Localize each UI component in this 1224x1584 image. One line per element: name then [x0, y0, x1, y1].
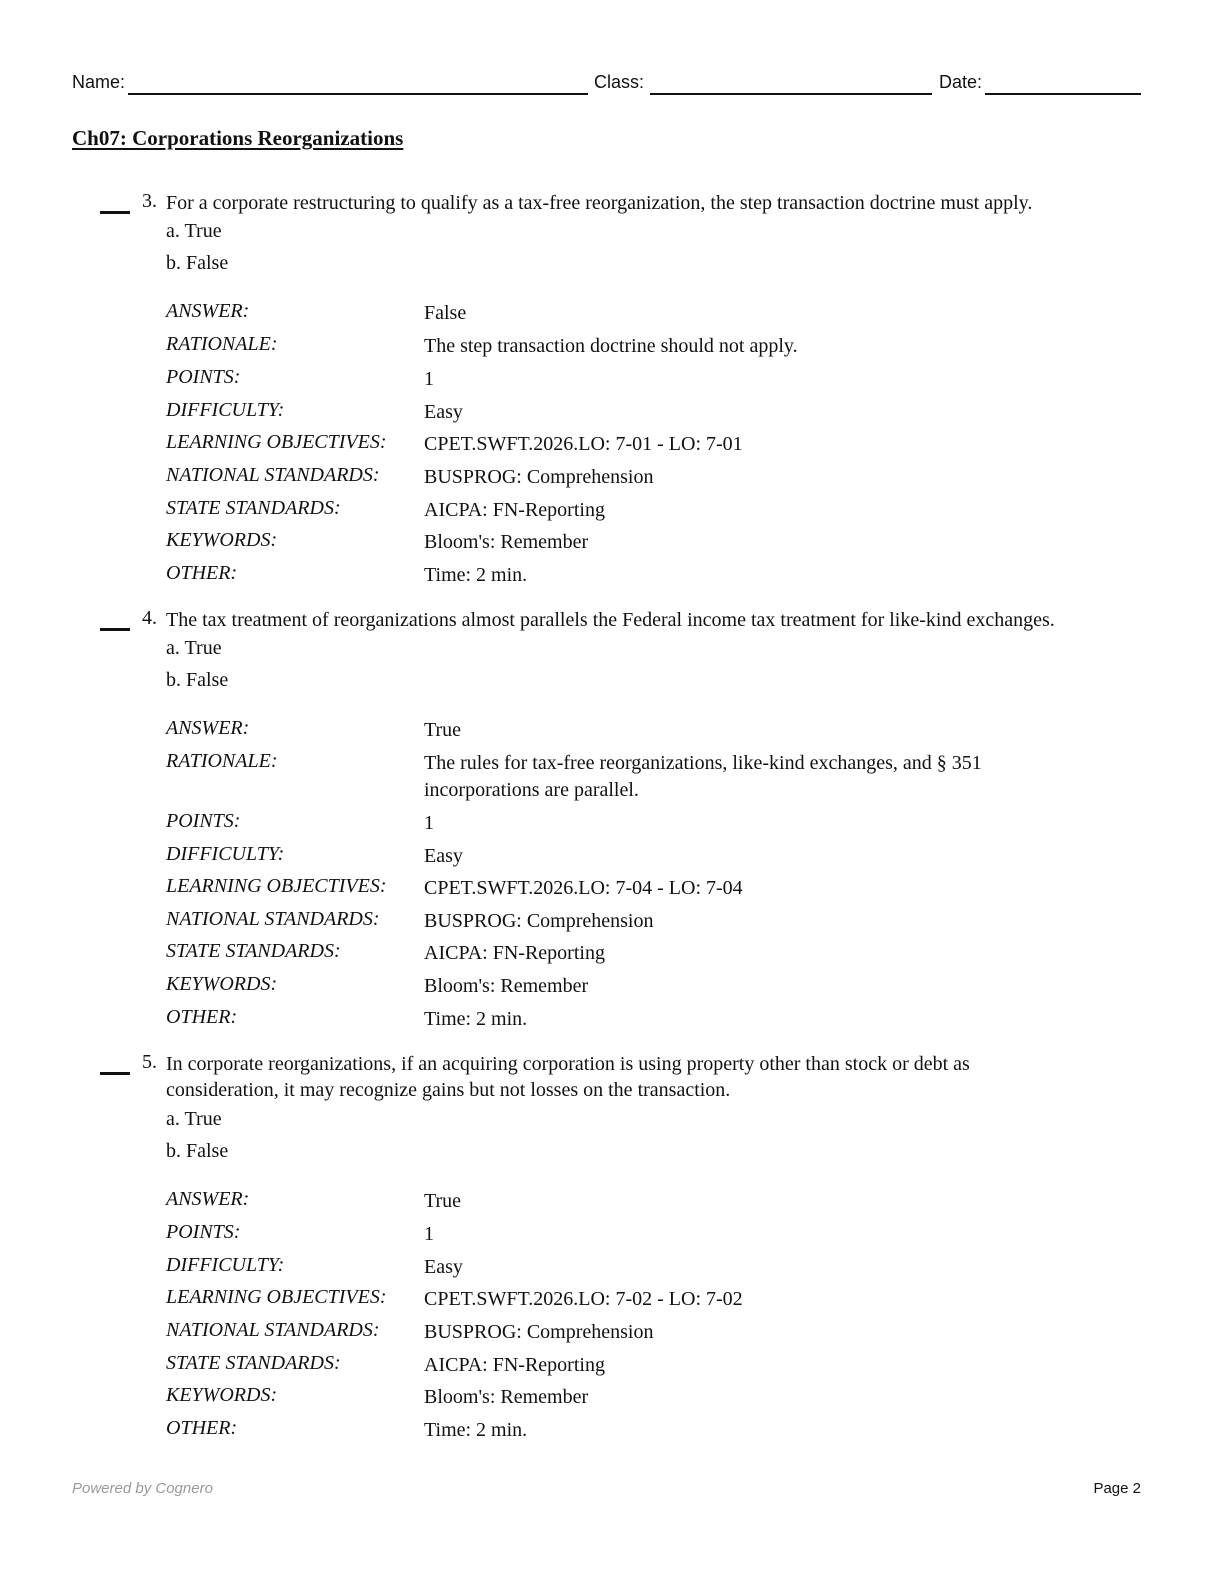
meta-label: NATIONAL STANDARDS:	[166, 464, 380, 486]
answer-blank	[100, 211, 130, 214]
meta-value: Time: 2 min.	[424, 564, 528, 586]
date-blank-line	[985, 93, 1141, 95]
meta-value: Bloom's: Remember	[424, 975, 589, 997]
meta-label: NATIONAL STANDARDS:	[166, 908, 380, 930]
meta-value: BUSPROG: Comprehension	[424, 910, 654, 932]
meta-value: Time: 2 min.	[424, 1419, 528, 1441]
meta-label: DIFFICULTY:	[166, 843, 285, 865]
meta-value: BUSPROG: Comprehension	[424, 466, 654, 488]
option-true: a. True	[166, 637, 222, 659]
meta-label: KEYWORDS:	[166, 1384, 278, 1406]
option-false: b. False	[166, 1140, 229, 1162]
option-false: b. False	[166, 252, 229, 274]
meta-value: BUSPROG: Comprehension	[424, 1321, 654, 1343]
meta-label: ANSWER:	[166, 1188, 250, 1210]
meta-label: POINTS:	[166, 366, 241, 388]
meta-value: The step transaction doctrine should not apply.	[424, 335, 798, 357]
meta-label: LEARNING OBJECTIVES:	[166, 875, 387, 897]
option-false: b. False	[166, 669, 229, 691]
meta-value: Bloom's: Remember	[424, 531, 589, 553]
meta-label: LEARNING OBJECTIVES:	[166, 1286, 387, 1308]
question-number: 3.	[142, 190, 157, 212]
meta-value: False	[424, 302, 467, 324]
meta-label: KEYWORDS:	[166, 529, 278, 551]
meta-label: RATIONALE:	[166, 333, 278, 355]
meta-label: DIFFICULTY:	[166, 399, 285, 421]
meta-label: POINTS:	[166, 810, 241, 832]
answer-blank	[100, 1072, 130, 1075]
question-number: 5.	[142, 1051, 157, 1073]
meta-label: ANSWER:	[166, 717, 250, 739]
option-true: a. True	[166, 220, 222, 242]
meta-value: CPET.SWFT.2026.LO: 7-04 - LO: 7-04	[424, 877, 743, 899]
meta-label: STATE STANDARDS:	[166, 497, 341, 519]
meta-value: CPET.SWFT.2026.LO: 7-01 - LO: 7-01	[424, 433, 743, 455]
question-number: 4.	[142, 607, 157, 629]
meta-value: 1	[424, 812, 434, 834]
class-label: Class:	[594, 72, 645, 92]
meta-label: OTHER:	[166, 562, 238, 584]
meta-label: ANSWER:	[166, 300, 250, 322]
meta-value: 1	[424, 1223, 434, 1245]
page-number: Page 2	[1093, 1480, 1141, 1497]
meta-value: Easy	[424, 845, 463, 867]
meta-value: Easy	[424, 401, 463, 423]
name-label: Name:	[72, 72, 126, 92]
option-true: a. True	[166, 1108, 222, 1130]
date-label: Date:	[939, 72, 983, 92]
chapter-title: Ch07: Corporations Reorganizations	[72, 126, 404, 150]
question-text: In corporate reorganizations, if an acquiring corporation is using property other than stock or debt as consideration, it may recognize gains but not losses on the transaction.	[166, 1053, 970, 1101]
meta-label: STATE STANDARDS:	[166, 940, 341, 962]
meta-value: CPET.SWFT.2026.LO: 7-02 - LO: 7-02	[424, 1288, 743, 1310]
meta-value: Bloom's: Remember	[424, 1386, 589, 1408]
meta-value: True	[424, 719, 462, 741]
meta-label: OTHER:	[166, 1417, 238, 1439]
meta-label: KEYWORDS:	[166, 973, 278, 995]
meta-label: LEARNING OBJECTIVES:	[166, 431, 387, 453]
meta-value: Time: 2 min.	[424, 1008, 528, 1030]
meta-value: Easy	[424, 1256, 463, 1278]
meta-value: True	[424, 1190, 462, 1212]
meta-label: OTHER:	[166, 1006, 238, 1028]
question-text: The tax treatment of reorganizations almost parallels the Federal income tax treatment for like-kind exchanges.	[166, 609, 1055, 631]
meta-value: AICPA: FN-Reporting	[424, 499, 605, 521]
answer-blank	[100, 628, 130, 631]
meta-label: STATE STANDARDS:	[166, 1352, 341, 1374]
meta-label: NATIONAL STANDARDS:	[166, 1319, 380, 1341]
question-text: For a corporate restructuring to qualify as a tax-free reorganization, the step transaction doctrine must apply.	[166, 192, 1033, 214]
meta-value: AICPA: FN-Reporting	[424, 942, 605, 964]
meta-label: RATIONALE:	[166, 750, 278, 772]
worksheet-header	[72, 72, 1141, 98]
meta-value: 1	[424, 368, 434, 390]
meta-value: The rules for tax-free reorganizations, like-kind exchanges, and § 351 incorporations are parallel.	[424, 752, 982, 801]
meta-label: POINTS:	[166, 1221, 241, 1243]
class-blank-line	[650, 93, 932, 95]
name-blank-line	[128, 93, 588, 95]
meta-value: AICPA: FN-Reporting	[424, 1354, 605, 1376]
meta-label: DIFFICULTY:	[166, 1254, 285, 1276]
powered-by-footer: Powered by Cognero	[72, 1480, 213, 1497]
